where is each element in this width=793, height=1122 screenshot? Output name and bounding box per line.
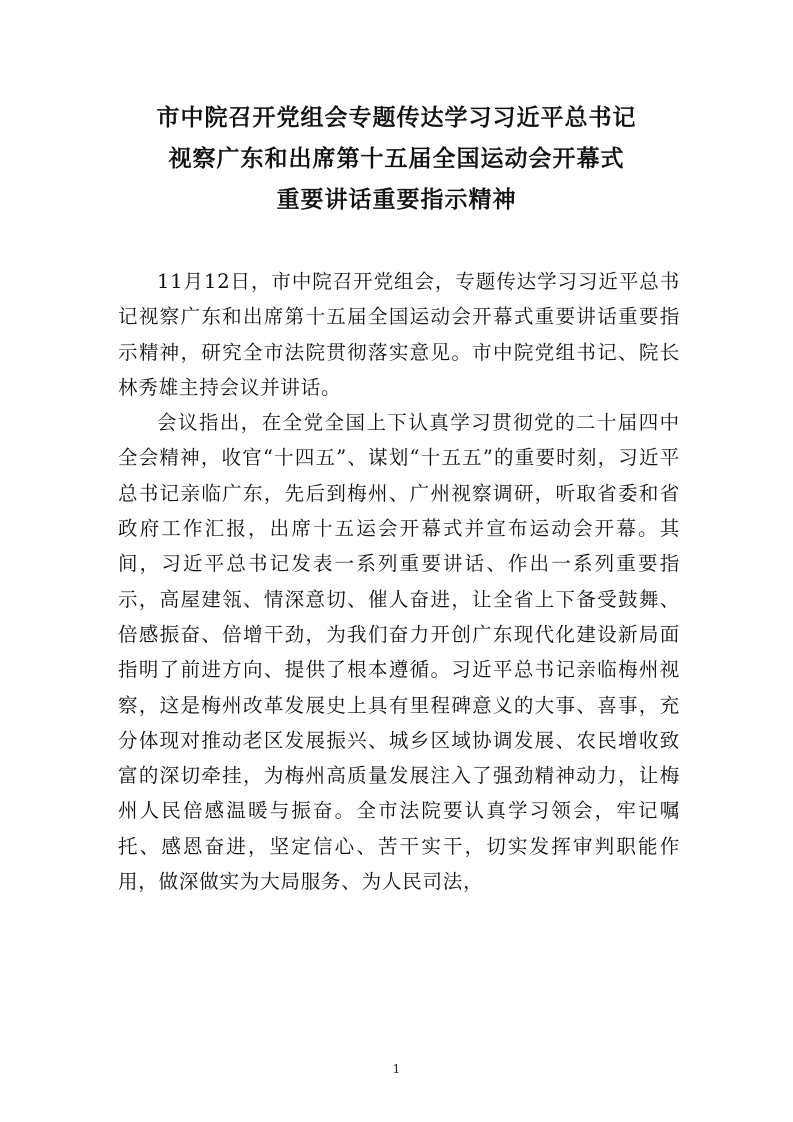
title-line-3: 重要讲话重要指示精神: [276, 187, 517, 213]
paragraph-1: 11月12日，市中院召开党组会，专题传达学习习近平总书记视察广东和出席第十五届全国运动会开幕式重要讲话重要指示精神，研究全市法院贯彻落实意见。市中院党组书记、院长林秀雄主持会议并讲话。: [118, 270, 680, 399]
title-line-1: 市中院召开党组会专题传达学习习近平总书记: [156, 105, 637, 131]
document-title: [0, 98, 793, 221]
document-body: [118, 264, 680, 899]
page-number: 1: [392, 1062, 401, 1076]
title-line-2: 视察广东和出席第十五届全国运动会开幕式: [168, 146, 625, 172]
paragraph-2: 会议指出，在全党全国上下认真学习贯彻党的二十届四中全会精神，收官“十四五”、谋划“十五五”的重要时刻，习近平总书记亲临广东，先后到梅州、广州视察调研，听取省委和省政府工作汇报，出席十五运会开幕式并宣布运动会开幕。其间，习近平总书记发表一系列重要讲话、作出一系列重要指示，高屋建瓴、情深意切、催人奋进，让全省上下备受鼓舞、倍感振奋、倍增干劲，为我们奋力开创广东现代化建设新局面指明了前进方向、提供了根本遵循。习近平总书记亲临梅州视察，这是梅州改革发展史上具有里程碑意义的大事、喜事，充分体现对推动老区发展振兴、城乡区域协调发展、农民增收致富的深切牵挂，为梅州高质量发展注入了强劲精神动力，让梅州人民倍感温暖与振奋。全市法院要认真学习领会，牢记嘱托、感恩奋进，坚定信心、苦干实干，切实发挥审判职能作用，做深做实为大局服务、为人民司法，: [118, 411, 680, 894]
